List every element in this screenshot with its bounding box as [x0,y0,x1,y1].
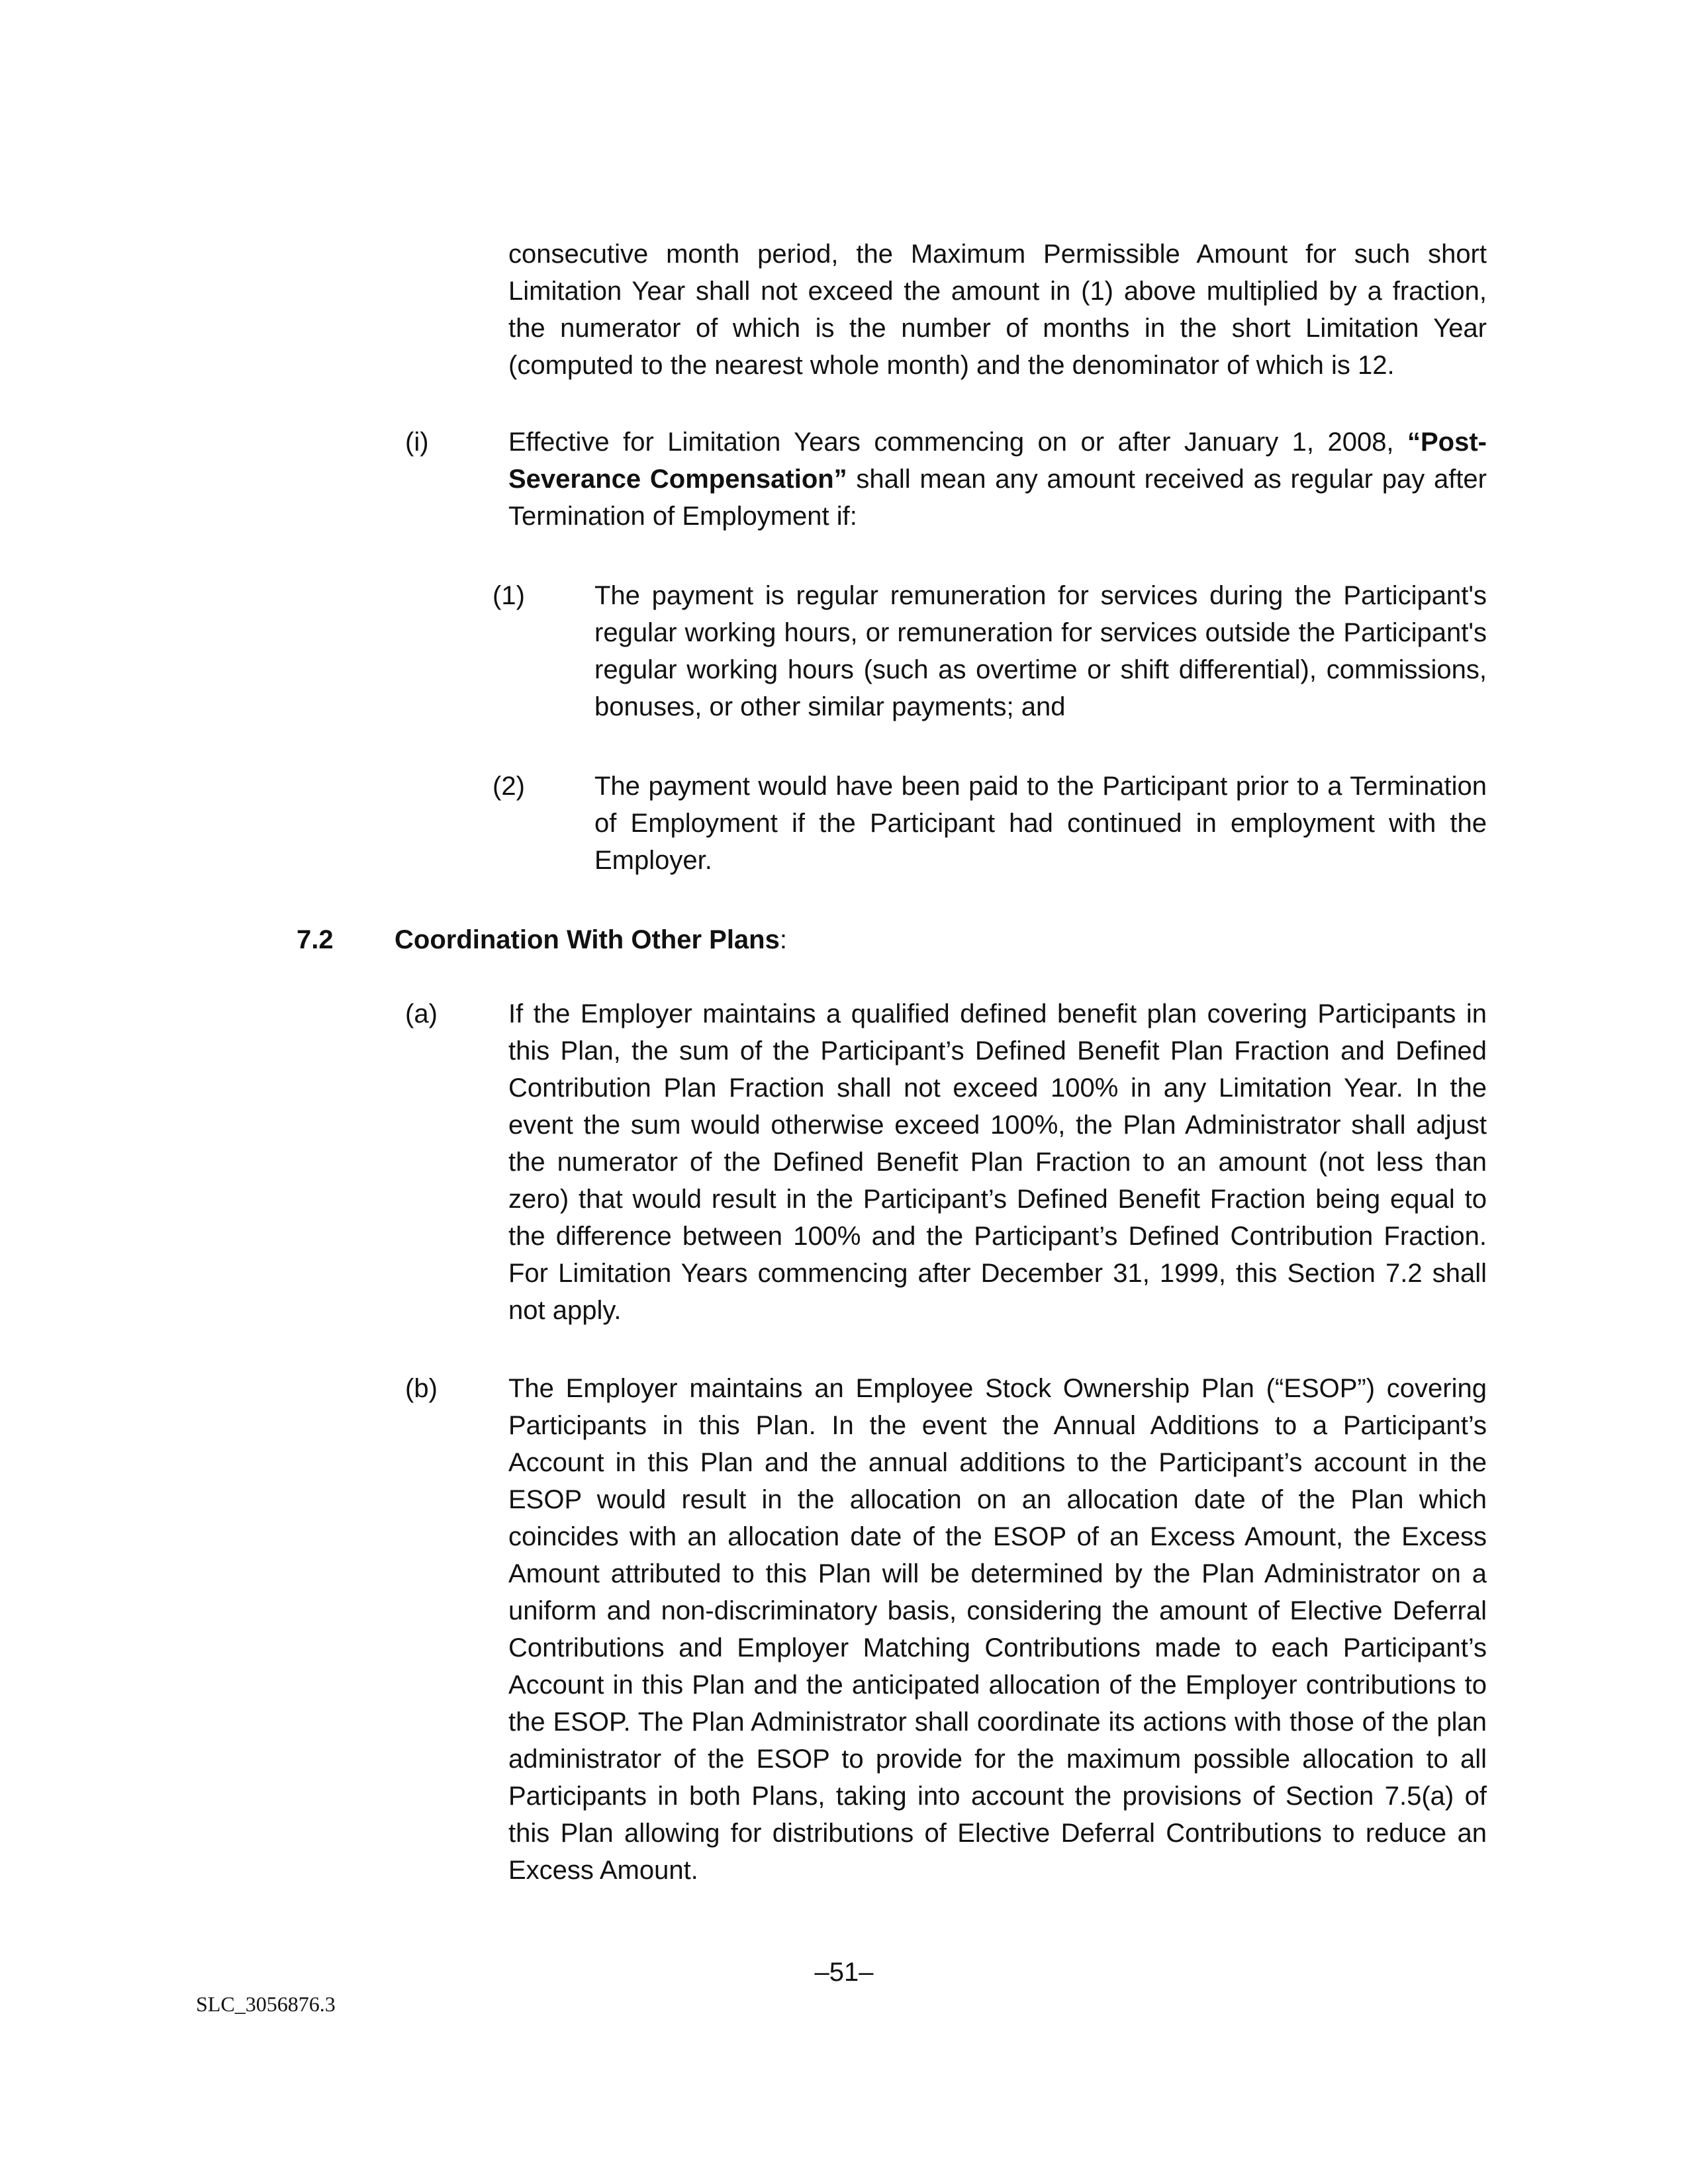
document-id: SLC_3056876.3 [196,1992,336,2016]
item-b-paragraph: The Employer maintains an Employee Stock Ownership Plan (“ESOP”) covering Participants in this Plan. In the event the Annual Additions to a Participant’s Account in this Plan and the annual additions to the Participant’s account in the ESOP would result in the allocation on an allocation date of the Plan which coincides with an allocation date of the ESOP of an Excess Amount, the Excess Amount attributed to this Plan will be determined by the Plan Administrator on a uniform and non-discriminatory basis, considering the amount of Elective Deferral Contributions and Employer Matching Contributions made to each Participant’s Account in this Plan and the anticipated allocation of the Employer contributions to the ESOP. The Plan Administrator shall coordinate its actions with those of the plan administrator of the ESOP to provide for the maximum possible allocation to all Participants in both Plans, taking into account the provisions of Section 7.5(a) of this Plan allowing for distributions of Elective Deferral Contributions to reduce an Excess Amount. [508,1374,1487,1885]
item-b-marker: (b) [405,1374,438,1403]
subitem-2-paragraph: The payment would have been paid to the Participant prior to a Termination of Employment if the Participant had continued in employment with the Employer. [594,772,1487,875]
item-i-text-after: shall mean any amount received as regular pay after Termination of Employment if: [508,465,1487,531]
post-severance-term: “Post-Severance Compensation” [508,428,1487,494]
item-i-paragraph [508,424,1487,535]
subitem-1-paragraph: The payment is regular remuneration for services during the Participant's regular working hours, or remuneration for services outside the Participant's regular working hours (such as overtime or shift differential), commissions, bonuses, or other similar payments; and [594,581,1487,721]
item-i-marker: (i) [405,428,429,457]
section-title-colon: : [779,925,787,954]
item-i-text-before: Effective for Limitation Years commencing on or after January 1, 2008, [508,428,1394,457]
section-number: 7.2 [297,925,334,954]
page-number: –51– [814,1958,874,1987]
subitem-2-marker: (2) [492,772,525,801]
subitem-1-marker: (1) [492,581,525,610]
section-title-text: Coordination With Other Plans [395,925,780,954]
item-a-marker: (a) [405,999,438,1028]
item-a-paragraph: If the Employer maintains a qualified defined benefit plan covering Participants in this Plan, the sum of the Participant’s Defined Benefit Plan Fraction and Defined Contribution Plan Fraction shall not exceed 100% in any Limitation Year. In the event the sum would otherwise exceed 100%, the Plan Administrator shall adjust the numerator of the Defined Benefit Plan Fraction to an amount (not less than zero) that would result in the Participant’s Defined Benefit Fraction being equal to the difference between 100% and the Participant’s Defined Contribution Fraction. For Limitation Years commencing after December 31, 1999, this Section 7.2 shall not apply. [508,999,1487,1325]
section-title [395,921,787,958]
continuation-paragraph: consecutive month period, the Maximum Permissible Amount for such short Limitation Year shall not exceed the amount in (1) above multiplied by a fraction, the numerator of which is the number of months in the short Limitation Year (computed to the nearest whole month) and the denominator of which is 12. [508,240,1487,380]
